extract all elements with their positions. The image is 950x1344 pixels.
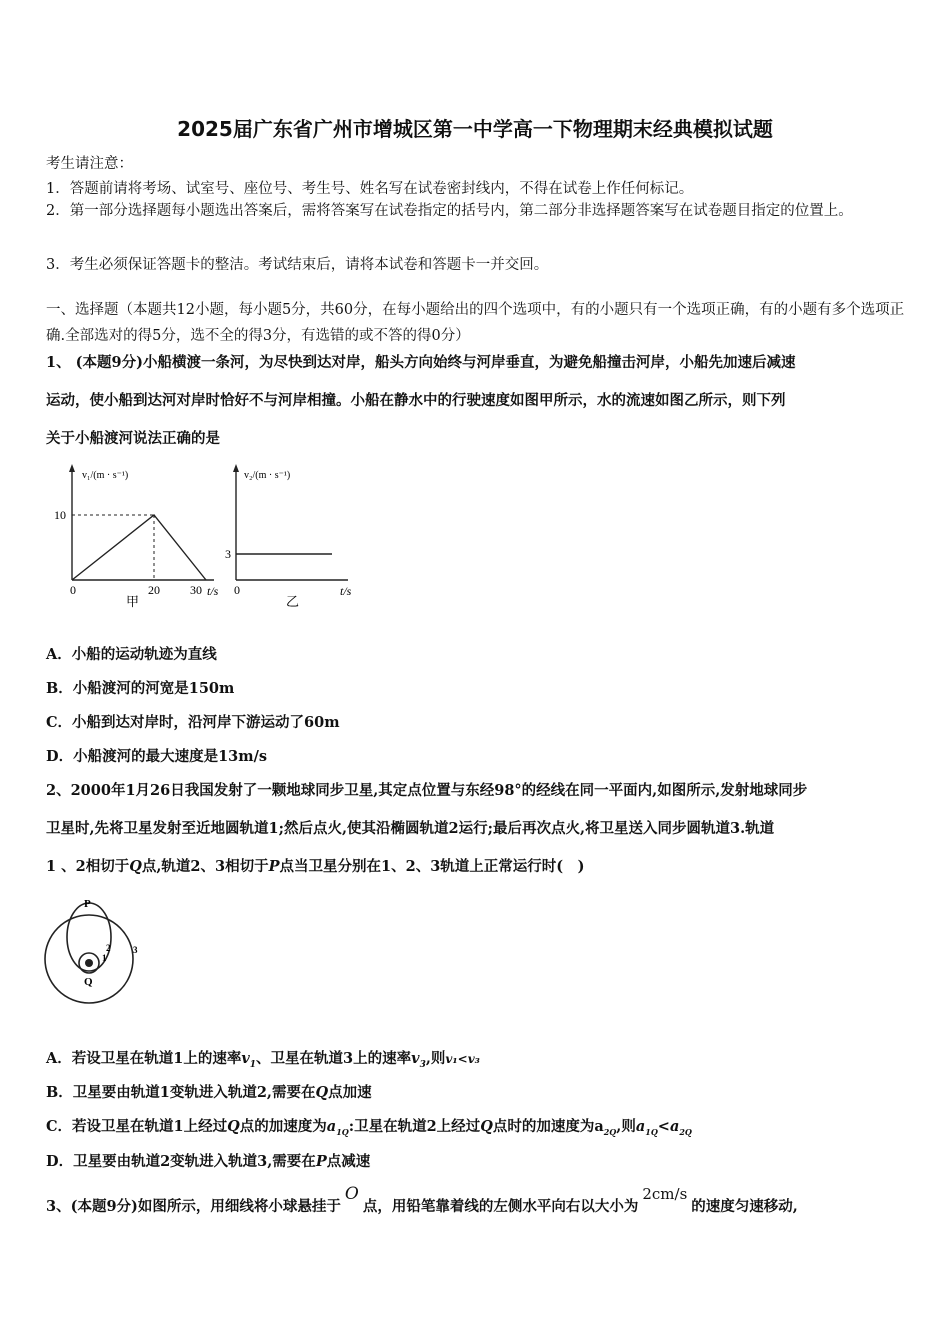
notice-item-2: 2．第一部分选择题每小题选出答案后，需将答案写在试卷指定的括号内，第二部分非选择题答案写在试卷题目指定的位置上。 [46,203,853,219]
q2-option-a: A．若设卫星在轨道1上的速率$v_1$、卫星在轨道3上的速率$v_3$,则v₁<v₃ [46,1050,480,1070]
q2-option-d: D．卫星要由轨道2变轨进入轨道3,需要在P点减速 [46,1153,371,1170]
graph-jia-xtick-20: 20 [148,583,160,597]
orbit-label-p: P [84,898,91,910]
q2-stem-line3: 1 、2相切于Q点,轨道2、3相切于P点当卫星分别在1、2、3轨道上正常运行时( ) [46,858,585,875]
notice-item-3: 3．考生必须保证答题卡的整洁。考试结束后，请将本试卷和答题卡一并交回。 [46,257,549,273]
graph-yi-ylabel: v₂/(m · s⁻¹) [244,470,291,481]
graph-jia-y-arrow [69,464,75,472]
notice-item-1: 1．答题前请将考场、试室号、座位号、考生号、姓名写在试卷密封线内，不得在试卷上作任何标记。 [46,181,694,197]
q1-option-b: B．小船渡河的河宽是150m [46,680,235,697]
q1-stem-line1: 1、 (本题9分)小船横渡一条河，为尽快到达对岸，船头方向始终与河岸垂直，为避免船撞击河岸，小船先加速后减速 [46,354,796,371]
q1-option-a: A．小船的运动轨迹为直线 [46,646,217,663]
orbit-label-1: 1 [102,953,107,963]
orbit-label-2: 2 [106,943,111,953]
graph-yi [224,462,364,612]
q1-stem-line3: 关于小船渡河说法正确的是 [46,430,220,447]
graph-jia-xunit: t/s [207,584,219,598]
point-o-label: O [344,1184,359,1204]
graph-jia-caption: 甲 [126,594,140,609]
graph-jia-velocity-line [72,515,206,580]
graph-jia-xtick-30: 30 [190,583,202,597]
section-intro: 一、选择题（本题共12小题，每小题5分，共60分，在每小题给出的四个选项中，有的小题只有一个选项正确，有的小题有多个选项正确.全部选对的得5分，选不全的得3分，有选错的或不答的得0分） [46,302,905,344]
q1-option-c: C．小船到达对岸时，沿河岸下游运动了60m [46,714,340,731]
orbit-label-q: Q [84,976,93,988]
q2-stem-line1: 2、2000年1月26日我国发射了一颗地球同步卫星,其定点位置与东经98°的经线在同一平面内,如图所示,发射地球同步 [46,782,808,799]
earth [85,959,93,967]
orbit-figure [44,893,144,1015]
graph-jia [44,462,234,612]
orbit-label-3: 3 [133,945,138,955]
graph-yi-y-arrow [233,464,239,472]
q1-option-d: D．小船渡河的最大速度是13m/s [46,748,268,765]
q2-option-c: C．若设卫星在轨道1上经过Q点的加速度为$a_{1Q}$:卫星在轨道2上经过Q点时的加速度为$a_{2Q}$,则$a_{1Q}<a_{2Q}$ [46,1118,692,1137]
q2-stem-line2: 卫星时,先将卫星发射至近地圆轨道1;然后点火,使其沿椭圆轨道2运行;最后再次点火,将卫星送入同步圆轨道3.轨道 [46,820,775,837]
page-title: 2025届广东省广州市增城区第一中学高一下物理期末经典模拟试题 [177,117,773,141]
speed-value: 2cm/s [642,1185,688,1203]
graph-yi-caption: 乙 [286,594,300,609]
graph-jia-xtick-0: 0 [70,583,76,597]
graph-yi-ytick: 3 [225,547,231,561]
graph-jia-ytick: 10 [54,508,66,522]
q2-option-b: B．卫星要由轨道1变轨进入轨道2,需要在Q点加速 [46,1084,372,1101]
graph-yi-xunit: t/s [340,584,352,598]
notice-heading: 考生请注意： [46,156,133,172]
graph-yi-xtick-0: 0 [234,583,240,597]
graph-jia-ylabel: v₁/(m · s⁻¹) [82,470,129,481]
q3-stem-line1: 3、(本题9分)如图所示，用细线将小球悬挂于O点，用铅笔靠着线的左侧水平向右以大小为2cm/s的速度匀速移动, [46,1184,798,1215]
q1-stem-line2: 运动，使小船到达河对岸时恰好不与河岸相撞。小船在静水中的行驶速度如图甲所示，水的流速如图乙所示，则下列 [46,392,786,409]
